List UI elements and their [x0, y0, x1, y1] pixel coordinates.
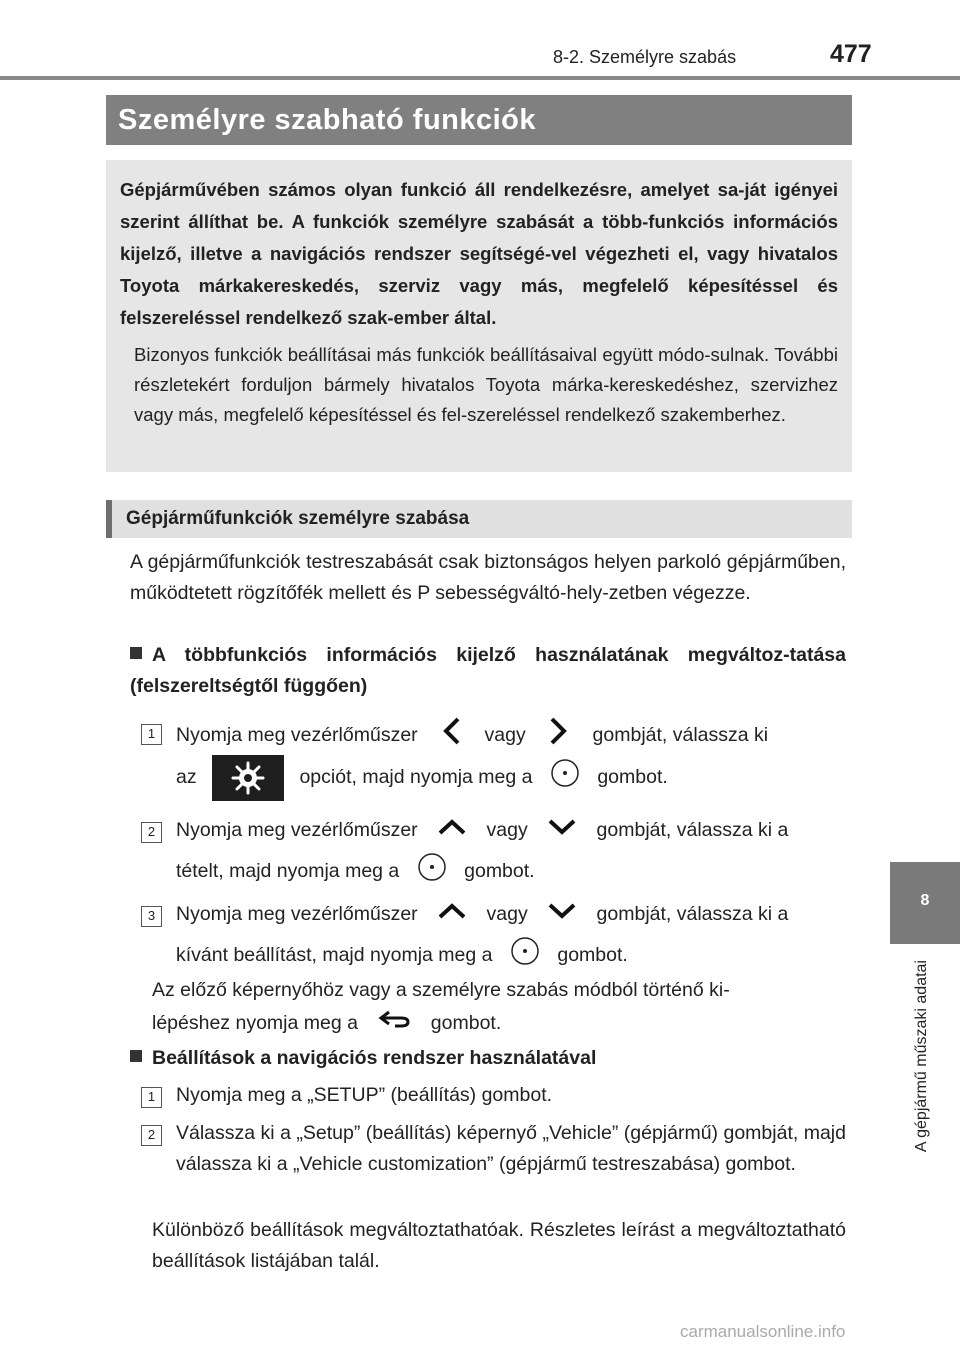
section-b-heading-text: Beállítások a navigációs rendszer használatával — [152, 1047, 597, 1069]
step-text — [176, 815, 846, 846]
chevron-right-icon — [549, 717, 567, 755]
step-text-part: vagy — [486, 903, 528, 925]
back-arrow-icon — [377, 1008, 411, 1039]
intro-note: Bizonyos funkciók beállításai más funkciók beállításaival együtt módo-sulnak. További részletekért forduljon bármely hivatalos Toyota márka-kereskedéshez, szervizhez vagy más, megfelelő képesítéssel és fel-szereléssel rendelkező szakemberhez. — [134, 344, 838, 425]
step-text-part: gombot. — [464, 860, 535, 883]
header-rule — [0, 76, 960, 80]
step-text: Nyomja meg a „SETUP” (beállítás) gombot. — [176, 1084, 553, 1106]
note-text — [152, 1008, 846, 1039]
step-text-part: gombját, válassza ki a — [596, 819, 789, 841]
closing-note: Különböző beállítások megváltoztathatóak. Részletes leírást a megváltoztatható beállítások listájában talál. — [152, 1219, 846, 1272]
note-text-part: gombot. — [430, 1012, 502, 1034]
step-number: 3 — [141, 906, 162, 927]
chapter-label: A gépjármű műszaki adatai — [913, 960, 930, 1153]
chapter-tab — [890, 862, 960, 944]
page-number: 477 — [830, 40, 872, 68]
intro-text: Gépjárművében számos olyan funkció áll rendelkezésre, amelyet sa-ját igényei szerint állíthat be. A funkciók személyre szabását a több-funkciós információs kijelző, illetve a navigációs rendszer segítségé-vel végezheti el, vagy hivatalos Toyota márkakereskedés, szerviz vagy más, megfelelő képesítéssel és felszereléssel rendelkező szak-ember által. — [120, 179, 838, 328]
page-title: Személyre szabható funkciók — [106, 95, 852, 145]
para-intro: A gépjárműfunkciók testreszabását csak biztonságos helyen parkoló gépjárműben, működtetett rögzítőfék mellett és P sebességváltó-hely-zetben végezze. — [130, 551, 846, 604]
ok-button-icon — [417, 852, 447, 892]
note-text-part: lépéshez nyomja meg a — [152, 1012, 358, 1034]
step-text-part: Nyomja meg vezérlőműszer — [176, 903, 418, 925]
step-number: 2 — [141, 822, 162, 843]
section-a-heading — [130, 640, 846, 702]
step-number: 1 — [141, 724, 162, 745]
step-text-part: gombot. — [597, 766, 668, 789]
chevron-down-icon — [547, 899, 577, 930]
step-text-part: gombját, válassza ki a — [596, 903, 789, 925]
section-a-heading-text: A többfunkciós információs kijelző használatának megváltoz-tatása (felszereltségtől függően) — [130, 644, 846, 697]
step-text-part: vagy — [486, 819, 528, 841]
chevron-up-icon — [437, 899, 467, 930]
gear-icon — [212, 755, 284, 801]
step-text-part: Nyomja meg vezérlőműszer — [176, 724, 418, 747]
step-number: 1 — [141, 1087, 162, 1108]
step-text-part: kívánt beállítást, majd nyomja meg a — [176, 944, 493, 967]
step-text — [176, 899, 846, 930]
chevron-down-icon — [547, 815, 577, 846]
step-text — [176, 717, 846, 755]
section-b-heading — [130, 1043, 846, 1074]
step-number: 2 — [141, 1125, 162, 1146]
watermark: carmanualsonline.info — [680, 1322, 846, 1341]
chapter-number: 8 — [920, 892, 930, 909]
bullet-square — [130, 647, 142, 659]
step-text-part: gombot. — [557, 944, 628, 967]
step-text — [176, 852, 846, 892]
step-text: Válassza ki a „Setup” (beállítás) képernyő „Vehicle” (gépjármű) gombját, majd válassza ki a „Vehicle customization” (gépjármű testreszabása) gombot. — [176, 1122, 846, 1175]
step-text-part: opciót, majd nyomja meg a — [299, 766, 533, 789]
step-text-part: vagy — [484, 724, 526, 747]
chapter-label-wrap — [905, 960, 939, 1220]
ok-button-icon — [510, 936, 540, 976]
chevron-left-icon — [443, 717, 461, 755]
chevron-up-icon — [437, 815, 467, 846]
subheading — [106, 500, 852, 538]
ok-button-icon — [550, 758, 580, 798]
step-text-part: Nyomja meg vezérlőműszer — [176, 819, 418, 841]
header-section: 8-2. Személyre szabás — [553, 47, 737, 67]
step-text — [176, 936, 846, 976]
step-text-part: tételt, majd nyomja meg a — [176, 860, 400, 883]
note-text: Az előző képernyőhöz vagy a személyre szabás módból történő ki- — [152, 979, 730, 1001]
subheading-text: Gépjárműfunkciók személyre szabása — [126, 508, 470, 529]
step-text — [176, 755, 846, 801]
step-text-part: az — [176, 766, 197, 789]
step-text-part: gombját, válassza ki — [592, 724, 769, 747]
bullet-square — [130, 1050, 142, 1062]
intro-box — [106, 160, 852, 472]
